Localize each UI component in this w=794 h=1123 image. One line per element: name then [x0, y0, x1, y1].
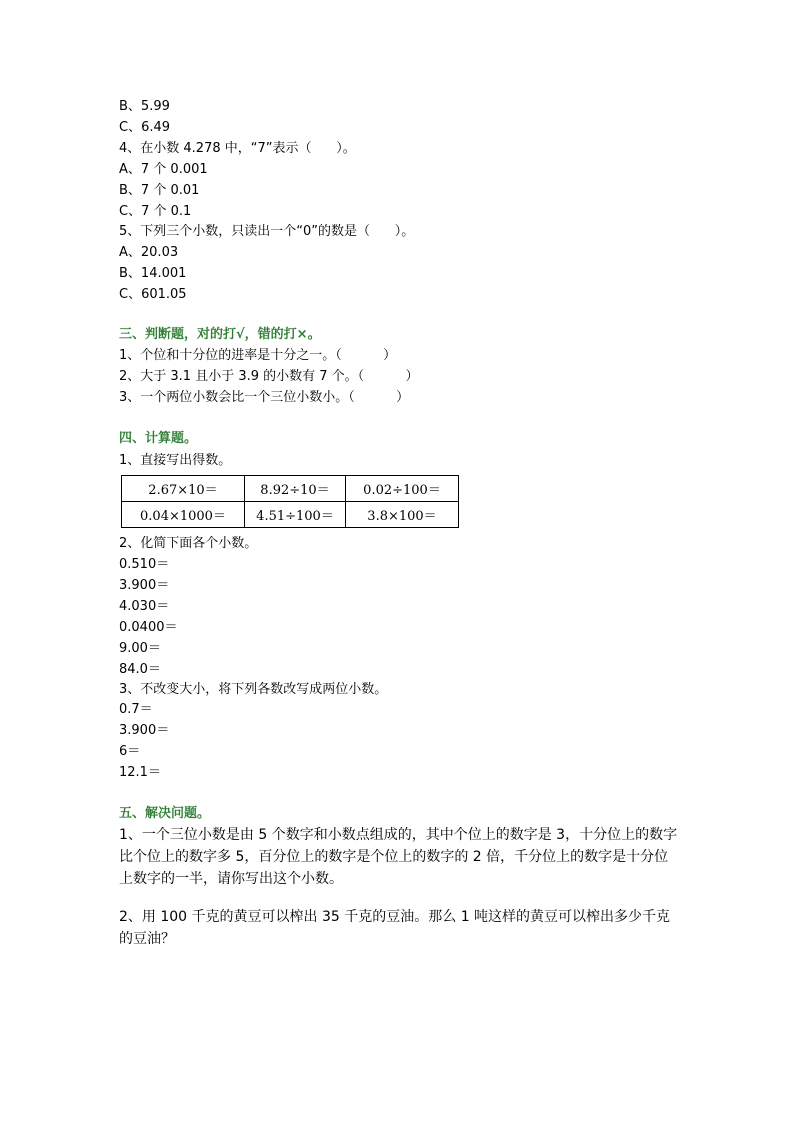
simplify-item: 3.900＝ [119, 578, 170, 593]
question-5: 5、下列三个小数，只读出一个“0”的数是（ ）。 [119, 224, 415, 239]
table-cell: 0.02÷100＝ [346, 476, 459, 502]
rewrite-item: 12.1＝ [119, 765, 161, 780]
option-a-q4: A、7 个 0.001 [119, 162, 208, 177]
table-cell: 2.67×10＝ [122, 476, 245, 502]
judge-item-1: 1、个位和十分位的进率是十分之一。（ ） [119, 348, 397, 363]
table-row [122, 502, 459, 528]
simplify-item: 9.00＝ [119, 641, 161, 656]
section-3-heading: 三、判断题，对的打√，错的打×。 [119, 327, 321, 342]
option-a-q5: A、20.03 [119, 245, 179, 260]
option-c-q3: C、6.49 [119, 120, 171, 135]
simplify-item: 84.0＝ [119, 662, 161, 677]
option-b-q4: B、7 个 0.01 [119, 183, 200, 198]
table-cell: 3.8×100＝ [346, 502, 459, 528]
problem-1: 1、一个三位小数是由 5 个数字和小数点组成的，其中个位上的数字是 3，十分位上的数字比个位上的数字多 5，百分位上的数字是个位上的数字的 2 倍，千分位上的数字是十分位上数字的一半，请你写出这个小数。 [119, 827, 678, 887]
rewrite-item: 6＝ [119, 744, 141, 759]
option-c-q4: C、7 个 0.1 [119, 204, 192, 219]
table-cell: 4.51÷100＝ [245, 502, 346, 528]
calc-q2: 2、化简下面各个小数。 [119, 536, 258, 551]
section-4-heading: 四、计算题。 [119, 431, 198, 446]
simplify-item: 0.510＝ [119, 557, 170, 572]
option-c-q5: C、601.05 [119, 287, 187, 302]
rewrite-item: 0.7＝ [119, 702, 153, 717]
option-b-q5: B、14.001 [119, 266, 187, 281]
judge-item-3: 3、一个两位小数会比一个三位小数小。（ ） [119, 390, 410, 405]
table-cell: 8.92÷10＝ [245, 476, 346, 502]
calc-q1: 1、直接写出得数。 [119, 453, 232, 468]
option-b-q3: B、5.99 [119, 99, 170, 114]
judge-item-2: 2、大于 3.1 且小于 3.9 的小数有 7 个。（ ） [119, 369, 419, 384]
calc-q3: 3、不改变大小，将下列各数改写成两位小数。 [119, 682, 388, 697]
simplify-item: 0.0400＝ [119, 620, 178, 635]
rewrite-item: 3.900＝ [119, 723, 170, 738]
table-cell: 0.04×1000＝ [122, 502, 245, 528]
question-4: 4、在小数 4.278 中，“7”表示（ ）。 [119, 141, 356, 156]
simplify-item: 4.030＝ [119, 599, 170, 614]
section-5-heading: 五、解决问题。 [119, 806, 211, 821]
problem-2: 2、用 100 千克的黄豆可以榨出 35 千克的豆油。那么 1 吨这样的黄豆可以榨出多少千克的豆油？ [119, 909, 671, 947]
table-row [122, 476, 459, 502]
calc-table [121, 475, 459, 528]
